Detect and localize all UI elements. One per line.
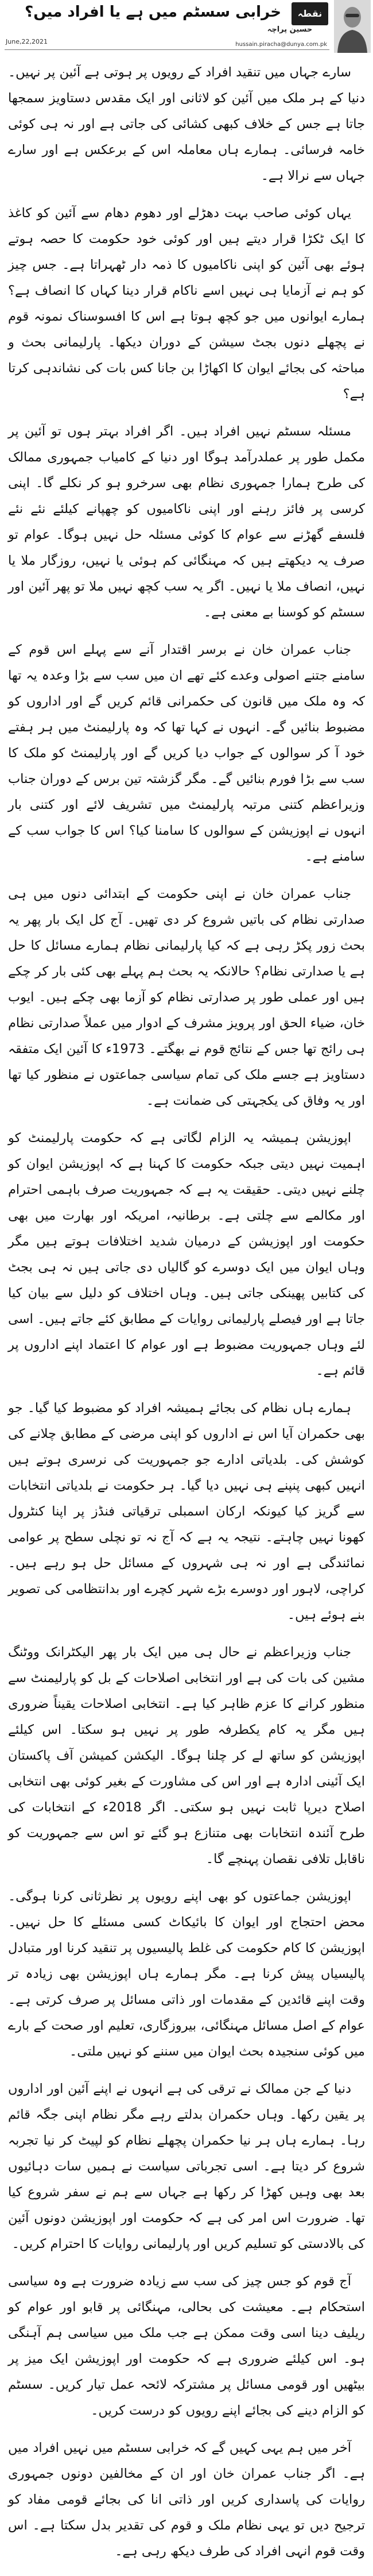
paragraph: جناب وزیراعظم نے حال ہی میں ایک بار پھر الیکٹرانک ووٹنگ مشین کی بات کی ہے اور انتخابی اصلاحات کے بل کو پارلیمنٹ سے منظور کرانے کا عزم ظاہر کیا ہے۔ انتخابی اصلاحات یقیناً ضروری ہیں مگر یہ کام یکطرفہ طور پر نہیں ہو سکتا۔ اس کیلئے اپوزیشن کو ساتھ لے کر چلنا ہوگا۔ الیکشن کمیشن آف پاکستان ایک آئینی ادارہ ہے اور اس کی مشاورت کے بغیر کوئی بھی انتخابی اصلاح دیرپا ثابت نہیں ہو سکتی۔ اگر 2018ء کے انتخابات کی طرح آئندہ انتخابات بھی متنازع ہو گئے تو اس سے جمہوریت کو ناقابل تلافی نقصان پہنچے گا۔	[8, 1645, 365, 1867]
paragraph: ہمارے ہاں نظام کی بجائے ہمیشہ افراد کو مضبوط کیا گیا۔ جو بھی حکمران آیا اس نے اداروں کو اپنی مرضی کے مطابق چلانے کی کوشش کی۔ بلدیاتی ادارے جو جمہوریت کی نرسری ہوتے ہیں انہیں کبھی پنپنے ہی نہیں دیا گیا۔ ہر حکومت نے بلدیاتی انتخابات سے گریز کیا کیونکہ ارکان اسمبلی ترقیاتی فنڈز پر اپنا کنٹرول کھونا نہیں چاہتے۔ نتیجہ یہ ہے کہ آج نہ تو نچلی سطح پر عوامی نمائندگی ہے اور نہ ہی شہروں کے مسائل حل ہو رہے ہیں۔ کراچی، لاہور اور دوسرے بڑے شہر کچرے اور بدانتظامی کی تصویر بنے ہوئے ہیں۔	[8, 1401, 365, 1622]
author-photo	[334, 0, 371, 53]
paragraph: اپوزیشن ہمیشہ یہ الزام لگاتی ہے کہ حکومت پارلیمنٹ کو اہمیت نہیں دیتی جبکہ حکومت کا کہنا ہے کہ اپوزیشن ایوان کو چلنے نہیں دیتی۔ حقیقت یہ ہے کہ جمہوریت صرف باہمی احترام اور مکالمے سے چلتی ہے۔ برطانیہ، امریکہ اور بھارت میں بھی حکومت اور اپوزیشن کے درمیان شدید اختلافات ہوتے ہیں مگر وہاں ایوان میں ایک دوسرے کو گالیاں دی جاتی ہیں نہ ہی بجٹ کی کتابیں پھینکی جاتی ہیں۔ وہاں اختلاف کو دلیل سے بیان کیا جاتا ہے اور فیصلے پارلیمانی روایات کے مطابق کئے جاتے ہیں۔ اسی لئے وہاں جمہوریت مضبوط ہے اور عوام کا اعتماد اپنے اداروں پر قائم ہے۔	[8, 1131, 365, 1378]
paragraph: سارے جہاں میں تنقید افراد کے رویوں پر ہوتی ہے آئین پر نہیں۔ دنیا کے ہر ملک میں آئین کو لاثانی اور ایک مقدس دستاویز سمجھا جاتا ہے جس کے خلاف کبھی کشائی کی جاتی ہے اور نہ ہی کوئی خامہ فرسائی۔ ہمارے ہاں معاملہ اس کے برعکس ہے اور سارے جہاں سے نرالا ہے۔	[8, 65, 365, 183]
author-email: hussain.piracha@dunya.com.pk	[235, 41, 327, 48]
article-body	[8, 60, 365, 2576]
author-name: حسین پراچہ	[267, 25, 313, 34]
headline: خرابی سسٹم میں ہے یا افراد میں؟	[25, 3, 281, 21]
header-divider	[5, 49, 329, 50]
paragraph: جناب عمران خان نے اپنی حکومت کے ابتدائی دنوں میں ہی صدارتی نظام کی باتیں شروع کر دی تھیں۔ آج کل ایک بار پھر یہ بحث زور پکڑ رہی ہے کہ کیا پارلیمانی نظام ہمارے مسائل کا حل ہے یا صدارتی نظام؟ حالانکہ یہ بحث ہم پہلے بھی کئی بار کر چکے ہیں اور عملی طور پر صدارتی نظام کو آزما بھی چکے ہیں۔ ایوب خان، ضیاء الحق اور پرویز مشرف کے ادوار میں عملاً صدارتی نظام ہی رائج تھا جس کے نتائج قوم نے بھگتے۔ 1973ء کا آئین ایک متفقہ دستاویز ہے جسے ملک کی تمام سیاسی جماعتوں نے منظور کیا تھا اور یہ وفاق کی یکجہتی کی ضمانت ہے۔	[8, 886, 365, 1108]
paragraph: مسئلہ سسٹم نہیں افراد ہیں۔ اگر افراد بہتر ہوں تو آئین پر مکمل طور پر عملدرآمد ہوگا اور دنیا کے کامیاب جمہوری ممالک کی طرح ہمارا جمہوری نظام بھی سرخرو ہو کر نکلے گا۔ اپنی کرسی پر فائز رہنے اور اپنی ناکامیوں کو چھپانے کیلئے نئے نئے فلسفے گھڑنے سے عوام کا کوئی مسئلہ حل نہیں ہوگا۔ عوام تو صرف یہ دیکھتے ہیں کہ مہنگائی کم ہوئی یا نہیں، روزگار ملا یا نہیں، انصاف ملا یا نہیں۔ اگر یہ سب کچھ نہیں ملا تو پھر آئین اور سسٹم کو کوسنا بے معنی ہے۔	[8, 424, 365, 620]
column-logo: نقطہ نظر	[292, 2, 328, 25]
paragraph: آج قوم کو جس چیز کی سب سے زیادہ ضرورت ہے وہ سیاسی استحکام ہے۔ معیشت کی بحالی، مہنگائی پر قابو اور عوام کو ریلیف دینا اسی وقت ممکن ہے جب ملک میں سیاسی ہم آہنگی ہو۔ اس کیلئے ضروری ہے کہ حکومت اور اپوزیشن ایک میز پر بیٹھیں اور قومی مسائل پر مشترکہ لائحہ عمل تیار کریں۔ سسٹم کو الزام دینے کی بجائے اپنے رویوں کو درست کریں۔	[8, 2274, 365, 2418]
publish-date: June,22,2021	[6, 38, 48, 45]
paragraph: آخر میں ہم یہی کہیں گے کہ خرابی سسٹم میں نہیں افراد میں ہے۔ اگر جناب عمران خان اور ان کے مخالفین دونوں جمہوری روایات کی پاسداری کریں اور ذاتی انا کی بجائے قومی مفاد کو ترجیح دیں تو یہی نظام ملک و قوم کی تقدیر بدل سکتا ہے۔ اس وقت قوم انہی افراد کی طرف دیکھ رہی ہے۔	[8, 2440, 365, 2559]
paragraph: دنیا کے جن ممالک نے ترقی کی ہے انہوں نے اپنے آئین اور اداروں پر یقین رکھا۔ وہاں حکمران بدلتے رہے مگر نظام اپنی جگہ قائم رہا۔ ہمارے ہاں ہر نیا حکمران پچھلے نظام کو لپیٹ کر نیا تجربہ شروع کر دیتا ہے۔ اسی تجرباتی سیاست نے ہمیں سات دہائیوں بعد بھی وہیں کھڑا کر رکھا ہے جہاں سے ہم نے سفر شروع کیا تھا۔ ضرورت اس امر کی ہے کہ حکومت اور اپوزیشن دونوں آئین کی بالادستی کو تسلیم کریں اور پارلیمانی روایات کا احترام کریں۔	[8, 2081, 365, 2251]
article-header	[0, 0, 373, 55]
paragraph: اپوزیشن جماعتوں کو بھی اپنے رویوں پر نظرثانی کرنا ہوگی۔ محض احتجاج اور ایوان کا بائیکاٹ کسی مسئلے کا حل نہیں۔ اپوزیشن کا کام حکومت کی غلط پالیسیوں پر تنقید کرنا اور متبادل پالیسیاں پیش کرنا ہے۔ مگر ہمارے ہاں اپوزیشن بھی زیادہ تر وقت اپنے قائدین کے مقدمات اور ذاتی مسائل پر صرف کرتی ہے۔ عوام کے اصل مسائل مہنگائی، بیروزگاری، تعلیم اور صحت کے بارے میں کوئی سنجیدہ بحث ایوان میں سننے کو نہیں ملتی۔	[8, 1889, 365, 2059]
paragraph: جناب عمران خان نے برسر اقتدار آنے سے پہلے اس قوم کے سامنے جتنے اصولی وعدے کئے تھے ان میں سب سے بڑا وعدہ یہ تھا کہ وہ ملک میں قانون کی حکمرانی قائم کریں گے اور اداروں کو مضبوط بنائیں گے۔ انہوں نے کہا تھا کہ وہ پارلیمنٹ میں ہر ہفتے خود آ کر سوالوں کے جواب دیا کریں گے اور پارلیمنٹ کو ملک کا سب سے بڑا فورم بنائیں گے۔ مگر گزشتہ تین برس کے دوران جناب وزیراعظم کتنی مرتبہ پارلیمنٹ میں تشریف لائے اور کتنی بار انہوں نے اپوزیشن کے سوالوں کا سامنا کیا؟ اس کا جواب سب کے سامنے ہے۔	[8, 642, 365, 864]
paragraph: یہاں کوئی صاحب بہت دھڑلے اور دھوم دھام سے آئین کو کاغذ کا ایک ٹکڑا قرار دیتے ہیں اور کوئی خود حکومت کا حصہ ہوتے ہوئے بھی آئین کو اپنی ناکامیوں کا ذمہ دار ٹھہراتا ہے۔ جس چیز کو ہم نے آزمایا ہی نہیں اسے ناکام قرار دینا کہاں کا انصاف ہے؟ ہمارے ایوانوں میں جو کچھ ہوتا ہے اس کا افسوسناک نمونہ قوم نے پچھلے دنوں بجٹ سیشن کے دوران دیکھا۔ پارلیمانی بحث و مباحثہ کی بجائے ایوان کا اکھاڑا بن جانا کس بات کی نشاندہی کرتا ہے؟	[8, 206, 365, 402]
